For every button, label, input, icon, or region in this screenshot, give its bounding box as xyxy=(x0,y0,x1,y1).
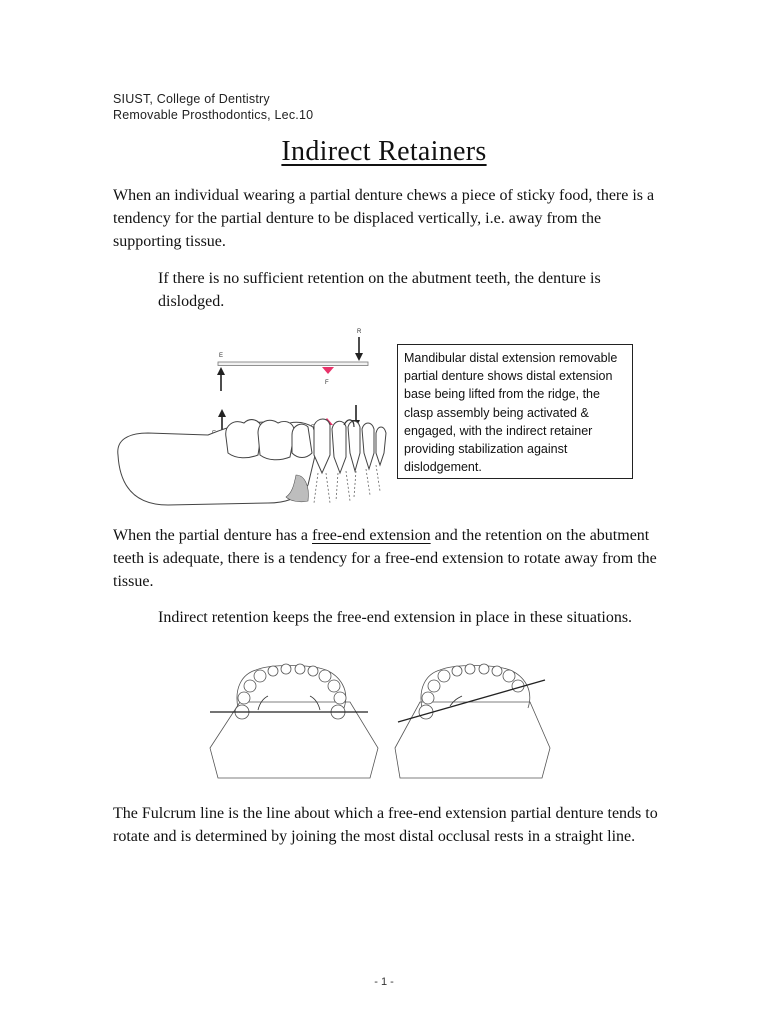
denture-lever-diagram xyxy=(108,325,393,515)
paragraph-free-end: When the partial denture has a free-end extension and the retention on the abutment teeth is adequate, there is a tendency for a free-end extension to rotate away from the tissue. xyxy=(113,527,657,590)
paragraph-displacement: When an individual wearing a partial denture chews a piece of sticky food, there is a tendency for the partial denture to be displaced vertically, i.e. away from the supporting tissue. xyxy=(113,187,655,250)
free-end-extension-term: free-end extension xyxy=(312,527,431,544)
lever-bar xyxy=(218,362,368,366)
paragraph-indirect-retention: Indirect retention keeps the free-end extension in place in these situations. xyxy=(158,609,633,626)
page-number: - 1 - xyxy=(374,976,394,988)
label-r-top: R xyxy=(357,329,362,335)
fulcrum-triangle-top xyxy=(322,367,334,374)
figure-caption: Mandibular distal extension removable partial denture shows distal extension base being lifted from the ridge, the clasp assembly being activated & engaged, with the indirect retainer providing stabilization against dislodgement. xyxy=(397,344,633,479)
paragraph-fulcrum-line: The Fulcrum line is the line about which a free-end extension partial denture tends to rotate and is determined by joining the most distal occlusal rests in a straight line. xyxy=(113,805,658,845)
label-e-top: E xyxy=(219,353,224,359)
document-header xyxy=(113,91,313,123)
arch-diagram-left xyxy=(210,664,378,778)
fulcrum-line-diagrams xyxy=(200,662,570,784)
label-f-top: F xyxy=(325,380,329,386)
paragraph-dislodged: If there is no sufficient retention on the abutment teeth, the denture is dislodged. xyxy=(158,270,601,310)
header-course: Removable Prosthodontics, Lec.10 xyxy=(113,108,314,122)
arch-diagram-right xyxy=(395,664,550,778)
header-institution: SIUST, College of Dentistry xyxy=(113,92,270,106)
page-title: Indirect Retainers xyxy=(281,136,487,167)
